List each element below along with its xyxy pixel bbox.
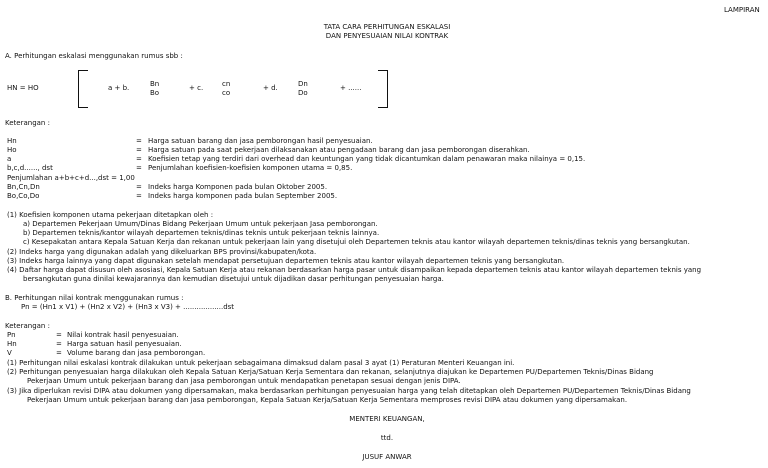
note-item: (1) Koefisien komponen utama pekerjaan ditetapkan oleh : [7, 211, 214, 219]
note-item: (3) Jika diperlukan revisi DIPA atau dokumen yang dipersamakan, maka berdasarkan perhitungan penyesuaian harga yang telah ditetapkan oleh Departemen PU/Departemen Teknis/Dinas Bidang [7, 387, 691, 395]
keterangan-label: Keterangan : [5, 322, 50, 330]
section-a-heading: A. Perhitungan eskalasi menggunakan rumus sbb : [5, 52, 183, 60]
definition-desc: Harga satuan barang dan jasa pemborongan hasil penyesuaian. [148, 137, 373, 145]
fraction-numerator: Dn [298, 80, 308, 88]
note-item: (2) Indeks harga yang digunakan adalah yang dikeluarkan BPS provinsi/kabupaten/kota. [7, 248, 317, 256]
section-b-heading: B. Perhitungan nilai kontrak menggunakan rumus : [5, 294, 184, 302]
definition-term: a [7, 155, 12, 163]
definition-desc: Harga satuan pada saat pekerjaan dilaksanakan atau pengadaan barang dan jasa pemborongan diserahkan. [148, 146, 530, 154]
formula-term-d: + d. [263, 84, 278, 92]
note-item: (2) Perhitungan penyesuaian harga dilakukan oleh Kepala Satuan Kerja/Satuan Kerja Sementara dan rekanan, selanjutnya diajukan ke Departemen PU/Departemen Teknis/Dinas Bidang [7, 368, 654, 376]
definition-term: b,c,d......, dst [7, 164, 53, 172]
fraction-denominator: Do [298, 88, 308, 97]
note-continuation: bersangkutan guna dinilai kewajarannya dan kemudian disetujui untuk dijadikan dasar perhitungan penyesuaian harga. [23, 275, 444, 283]
fraction-numerator: cn [222, 80, 231, 88]
definition-sep: = [136, 137, 142, 145]
note-item: (1) Perhitungan nilai eskalasi kontrak dilakukan untuk pekerjaan sebagaimana dimaksud dalam pasal 3 ayat (1) Peraturan Menteri Keuangan ini. [7, 359, 515, 367]
signature-ttd: ttd. [380, 434, 394, 442]
keterangan-label: Keterangan : [5, 119, 50, 127]
definition-term: Bo,Co,Do [7, 192, 40, 200]
definition-desc: Penjumlahan koefisien-koefisien komponen utama = 0,85. [148, 164, 353, 172]
definition-sep: = [136, 192, 142, 200]
formula-bracket-left [78, 70, 88, 108]
note-subitem: a) Departemen Pekerjaan Umum/Dinas Bidang Pekerjaan Umum untuk pekerjaan Jasa pemborongan. [23, 220, 378, 228]
definition-desc: Volume barang dan jasa pemborongan. [67, 349, 206, 357]
definition-term: Pn [7, 331, 16, 339]
document-title-line1: TATA CARA PERHITUNGAN ESKALASI [323, 23, 451, 31]
lampiran-label: LAMPIRAN [724, 6, 760, 14]
formula-fraction-d [298, 80, 308, 97]
signature-title: MENTERI KEUANGAN, [349, 415, 425, 423]
note-item: (3) Indeks harga lainnya yang dapat digunakan setelah mendapat persetujuan departemen teknis atau kantor wilayah departemen teknis yang bersangkutan. [7, 257, 565, 265]
formula-bracket-right [378, 70, 388, 108]
definition-desc: Indeks harga Komponen pada bulan Oktober 2005. [148, 183, 328, 191]
definition-sep: = [136, 164, 142, 172]
definition-term: Ho [7, 146, 17, 154]
definition-sep: = [136, 146, 142, 154]
formula-fraction-c [222, 80, 230, 97]
fraction-numerator: Bn [150, 80, 160, 88]
definition-sep: = [56, 349, 62, 357]
fraction-denominator: Bo [150, 88, 160, 97]
note-continuation: Pekerjaan Umum untuk pekerjaan barang dan jasa pemborongan untuk mendapatkan penetapan sesuai dengan jenis DIPA. [27, 377, 461, 385]
definition-desc: Koefisien tetap yang terdiri dari overhead dan keuntungan yang tidak dicantumkan dalam penawaran maka nilainya = 0,15. [148, 155, 586, 163]
fraction-denominator: co [222, 88, 231, 97]
definition-term: Bn,Cn,Dn [7, 183, 40, 191]
contract-value-formula: Pn = (Hn1 x V1) + (Hn2 x V2) + (Hn3 x V3) + ..................dst [21, 303, 235, 311]
definition-sep: = [56, 340, 62, 348]
note-subitem: c) Kesepakatan antara Kepala Satuan Kerja dan rekanan untuk pekerjaan lain yang disetujui oleh Departemen teknis atau kantor wilayah departemen teknis/dinas teknis yang bersangkutan. [23, 238, 690, 246]
definition-sep: = [136, 155, 142, 163]
formula-lhs: HN = HO [7, 84, 39, 92]
note-subitem: b) Departemen teknis/kantor wilayah departemen teknis/dinas teknis untuk pekerjaan teknis lainnya. [23, 229, 380, 237]
formula-term-c: + c. [189, 84, 204, 92]
document-title-line2: DAN PENYESUAIAN NILAI KONTRAK [325, 32, 449, 40]
formula-term-a-b: a + b. [108, 84, 130, 92]
definition-desc: Indeks harga komponen pada bulan September 2005. [148, 192, 338, 200]
definition-term: Hn [7, 137, 17, 145]
signatory-name: JUSUF ANWAR [362, 453, 412, 461]
note-item: (4) Daftar harga dapat disusun oleh asosiasi, Kepala Satuan Kerja atau rekanan berdasarkan harga pasar untuk disampaikan kepada departemen teknis atau kantor wilayah departemen teknis yang [7, 266, 702, 274]
definition-sep: = [136, 183, 142, 191]
definition-desc: Harga satuan hasil penyesuaian. [67, 340, 182, 348]
sum-line: Penjumlahan a+b+c+d...,dst = 1,00 [7, 174, 135, 182]
note-continuation: Pekerjaan Umum untuk pekerjaan barang dan jasa pemborongan, Kepala Satuan Kerja/Satuan Kerja Sementara memproses revisi DIPA atau dokumen yang dipersamakan. [27, 396, 628, 404]
definition-term: V [7, 349, 12, 357]
definition-desc: Nilai kontrak hasil penyesuaian. [67, 331, 179, 339]
definition-term: Hn [7, 340, 17, 348]
formula-fraction-b [150, 80, 159, 97]
definition-sep: = [56, 331, 62, 339]
formula-ellipsis: + ...... [340, 84, 362, 92]
